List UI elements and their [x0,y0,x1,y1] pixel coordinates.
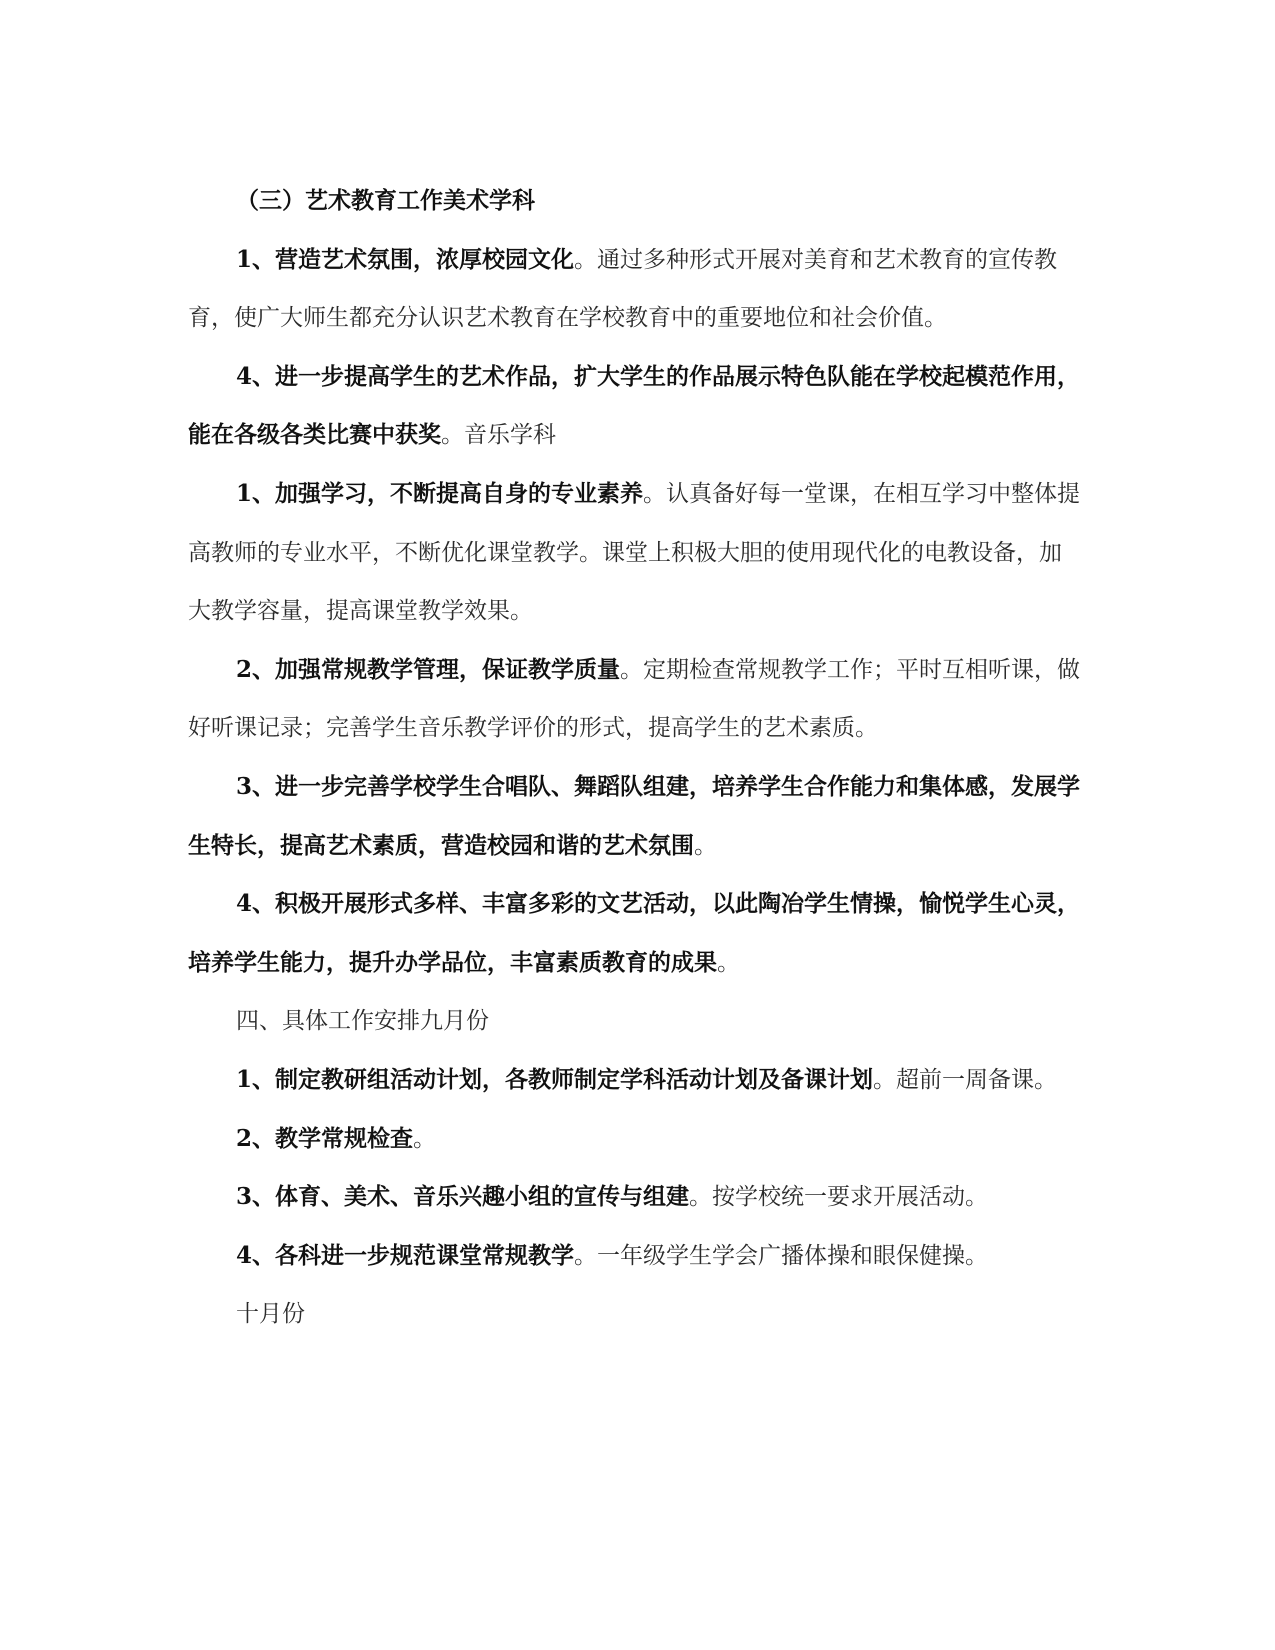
paragraph-lead: 3、进一步完善学校学生合唱队、舞蹈队组建，培养学生合作能力和集体感，发展学生特长，提高艺术素质，营造校园和谐的艺术氛围 [188,772,1081,859]
paragraph-text: 。按学校统一要求开展活动。 [689,1184,989,1211]
paragraph-lead: 1、制定教研组活动计划，各教师制定学科活动计划及备课计划 [236,1065,874,1093]
paragraph [188,465,1083,641]
paragraph [188,1051,1083,1110]
paragraph-lead: 4、进一步提高学生的艺术作品，扩大学生的作品展示特色队能在学校起模范作用，能在各级各类比赛中获奖 [188,362,1081,449]
document-body [188,172,1083,1344]
paragraph-text: 。一年级学生学会广播体操和眼保健操。 [574,1242,989,1269]
section-heading-text: （三）艺术教育工作美术学科 [236,187,535,214]
section-heading [188,172,1083,231]
paragraph-text: 。定期检查常规教学工作；平时互相听课，做好听课记录；完善学生音乐教学评价的形式，提高学生的艺术素质。 [188,656,1081,742]
section-heading [188,1285,1083,1344]
paragraph-lead: 4、积极开展形式多样、丰富多彩的文艺活动，以此陶冶学生情操，愉悦学生心灵，培养学生能力，提升办学品位，丰富素质教育的成果 [188,890,1081,976]
paragraph [188,1168,1083,1227]
paragraph-lead: 1、加强学习，不断提高自身的专业素养 [236,479,644,507]
paragraph-lead: 2、加强常规教学管理，保证教学质量 [236,655,621,683]
paragraph-lead: 3、体育、美术、音乐兴趣小组的宣传与组建 [236,1183,690,1211]
paragraph-lead: 2、教学常规检查 [236,1124,414,1152]
paragraph [188,641,1083,758]
paragraph-text: 。超前一周备课。 [873,1066,1058,1093]
paragraph-text: 。 [694,832,717,859]
paragraph-lead: 1、营造艺术氛围，浓厚校园文化 [236,245,575,273]
paragraph [188,348,1083,465]
paragraph [188,875,1083,992]
section-heading-text: 四、具体工作安排九月份 [236,1008,489,1035]
paragraph-text: 。 [717,949,740,976]
paragraph-text: 。通过多种形式开展对美育和艺术教育的宣传教育，使广大师生都充分认识艺术教育在学校教育中的重要地位和社会价值。 [188,246,1058,332]
section-heading-text: 十月份 [236,1301,305,1328]
paragraph [188,231,1083,348]
paragraph-text: 。认真备好每一堂课，在相互学习中整体提高教师的专业水平，不断优化课堂教学。课堂上积极大胆的使用现代化的电教设备，加大教学容量，提高课堂教学效果。 [188,480,1081,625]
section-heading [188,992,1083,1051]
paragraph [188,758,1083,875]
paragraph-lead: 4、各科进一步规范课堂常规教学 [236,1241,575,1269]
paragraph [188,1110,1083,1169]
paragraph [188,1227,1083,1286]
paragraph-text: 。 [413,1125,437,1152]
paragraph-text: 。音乐学科 [441,422,556,449]
